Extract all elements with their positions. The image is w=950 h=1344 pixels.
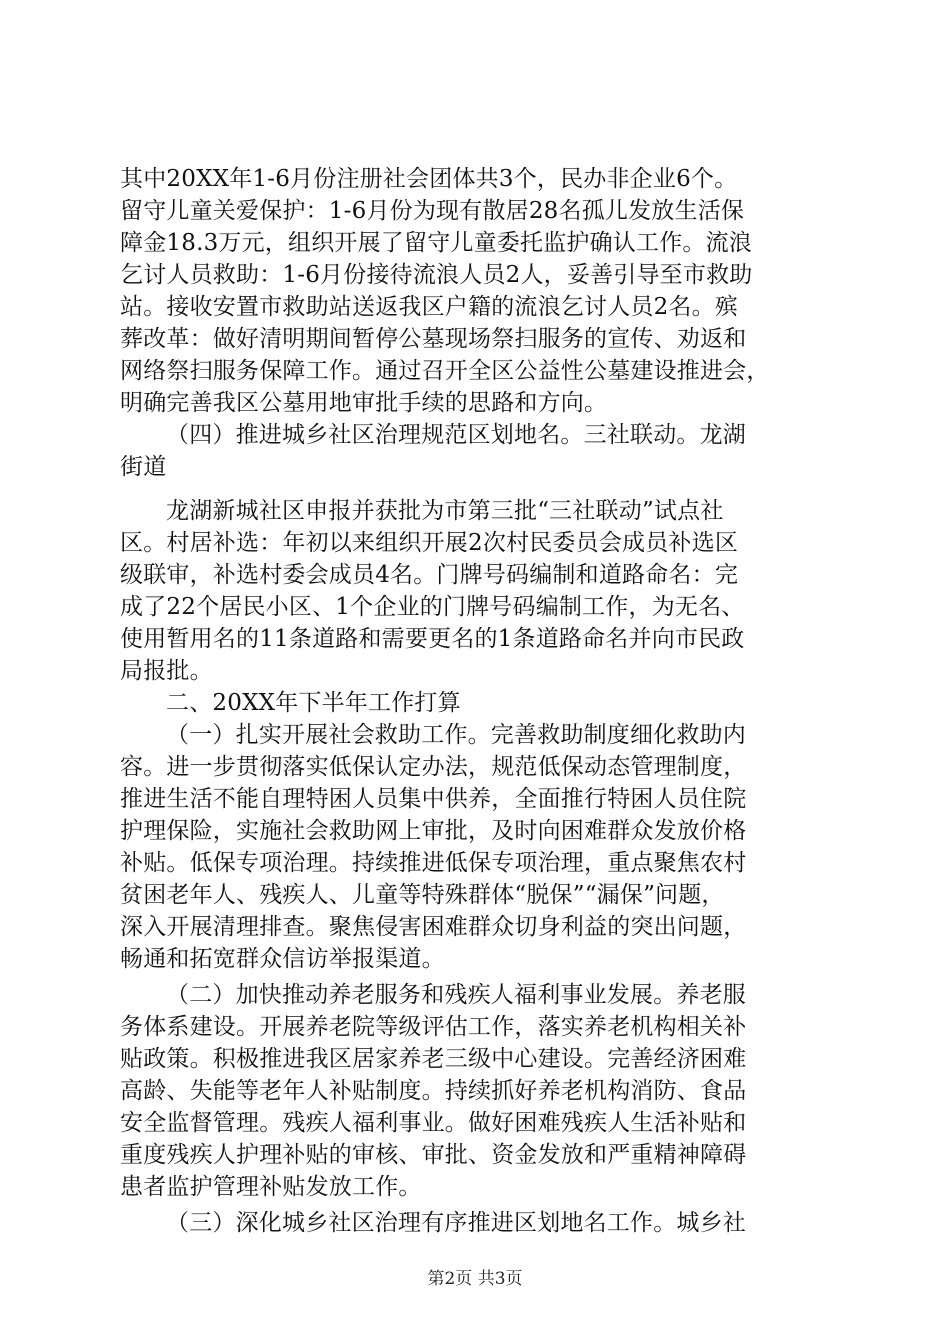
text-line: 重度残疾人护理补贴的审核、审批、资金发放和严重精神障碍 [120,1142,747,1168]
text-line: 贴政策。积极推进我区居家养老三级中心建设。完善经济困难 [120,1046,747,1072]
text-line: 乞讨人员救助：1-6月份接待流浪人员2人，妥善引导至市救助 [120,262,753,288]
text-line: 网络祭扫服务保障工作。通过召开全区公益性公墓建设推进会， [120,358,770,384]
text-line: 成了22个居民小区、1个企业的门牌号码编制工作，为无名、 [120,594,745,620]
text-line: 深入开展清理排查。聚焦侵害困难群众切身利益的突出问题， [120,914,747,940]
text-line: 患者监护管理补贴发放工作。 [120,1174,422,1200]
text-line: 护理保险，实施社会救助网上审批，及时向困难群众发放价格 [120,818,747,844]
text-line: 使用暂用名的11条道路和需要更名的1条道路命名并向市民政 [120,626,745,652]
text-line: 其中20XX年1-6月份注册社会团体共3个，民办非企业6个。 [120,166,738,192]
page-number-footer: 第2页 共3页 [427,1269,523,1289]
text-line: 补贴。低保专项治理。持续推进低保专项治理，重点聚焦农村 [120,850,747,876]
text-line: 容。进一步贯彻落实低保认定办法，规范低保动态管理制度， [120,754,747,780]
text-line: 站。接收安置市救助站送返我区户籍的流浪乞讨人员2名。殡 [120,294,739,320]
text-line: 推进生活不能自理特困人员集中供养，全面推行特困人员住院 [120,786,747,812]
text-line: 贫困老年人、残疾人、儿童等特殊群体“脱保”“漏保”问题， [120,882,725,908]
paragraph-first-line: （二）加快推动养老服务和残疾人福利事业发展。养老服 [166,982,746,1008]
text-line: 明确完善我区公墓用地审批手续的思路和方向。 [120,390,608,416]
paragraph-first-line: 龙湖新城社区申报并获批为市第三批“三社联动”试点社 [166,498,724,524]
text-line: 务体系建设。开展养老院等级评估工作，落实养老机构相关补 [120,1014,747,1040]
paragraph-first-line: （一）扎实开展社会救助工作。完善救助制度细化救助内 [166,722,746,748]
document-body [120,163,834,1239]
section-heading: 二、20XX年下半年工作打算 [166,690,461,716]
text-line: 留守儿童关爱保护：1-6月份为现有散居28名孤儿发放生活保 [120,198,745,224]
text-line: 街道 [120,454,167,480]
text-line: 葬改革：做好清明期间暂停公墓现场祭扫服务的宣传、劝返和 [120,326,747,352]
text-line: 局报批。 [120,658,213,684]
section-heading: （四）推进城乡社区治理规范区划地名。三社联动。龙湖 [166,422,746,448]
text-line: 高龄、失能等老年人补贴制度。持续抓好养老机构消防、食品 [120,1078,747,1104]
text-line: 畅通和拓宽群众信访举报渠道。 [120,946,445,972]
text-line: 安全监督管理。残疾人福利事业。做好困难残疾人生活补贴和 [120,1110,747,1136]
paragraph-first-line: （三）深化城乡社区治理有序推进区划地名工作。城乡社 [166,1210,746,1236]
text-line: 级联审，补选村委会成员4名。门牌号码编制和道路命名：完 [120,562,739,588]
text-line: 障金18.3万元，组织开展了留守儿童委托监护确认工作。流浪 [120,230,753,256]
text-line: 区。村居补选：年初以来组织开展2次村民委员会成员补选区 [120,530,739,556]
